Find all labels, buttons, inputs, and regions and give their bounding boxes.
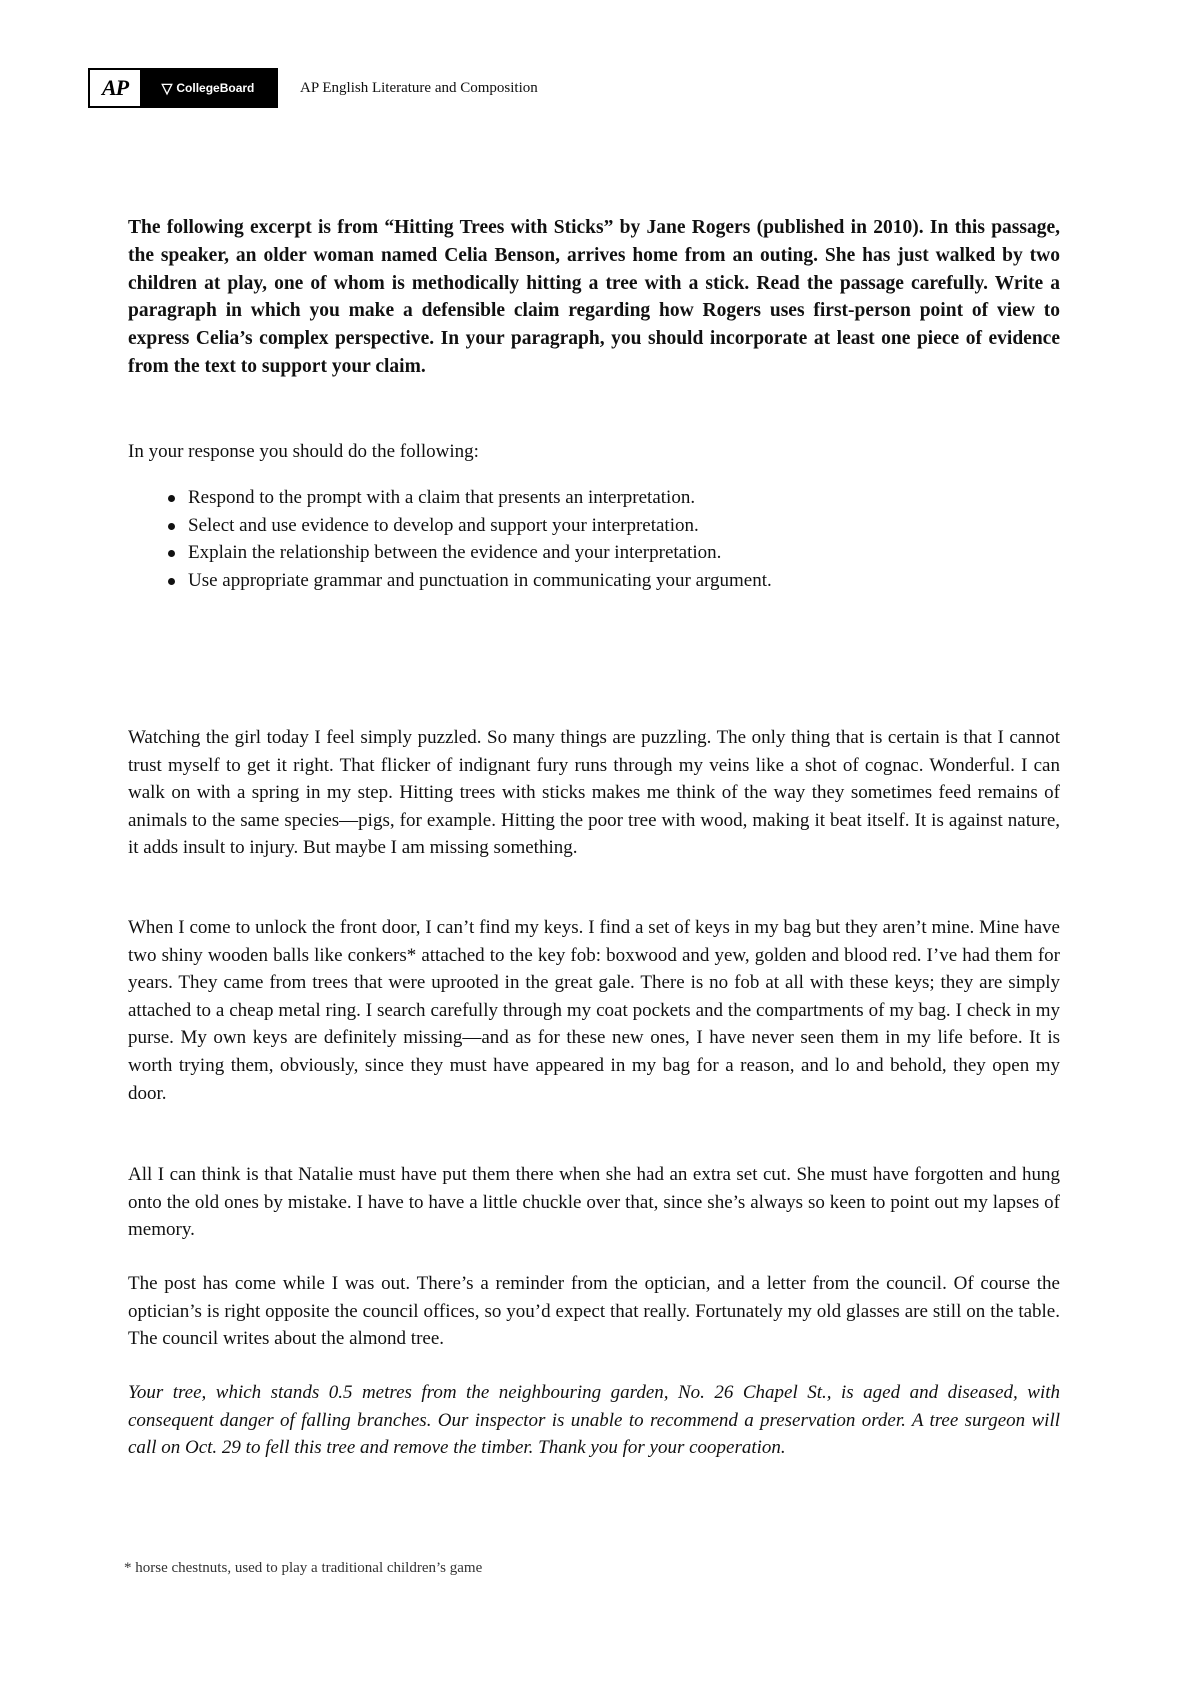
acorn-icon: ▽ (161, 79, 173, 96)
instructions-intro: In your response you should do the following: (128, 441, 479, 462)
passage-paragraph-2: When I come to unlock the front door, I can’t find my keys. I find a set of keys in my bag but they aren’t mine. Mine have two shiny wooden balls like conkers* attached to the key fob: boxwood and yew, golden and blood red. I’ve had them for years. They came from trees that were uprooted in the great gale. There is no fob at all with these keys; they are simply attached to a cheap metal ring. I search carefully through my coat pockets and the compartments of my bag. I check in my purse. My own keys are definitely missing—and as for these new ones, I have never seen them in my life before. It is worth trying them, obviously, since they must have appeared in my bag for a reason, and lo and behold, they open my door. (128, 917, 1060, 1104)
council-letter-quote: Your tree, which stands 0.5 metres from the neighbouring garden, No. 26 Chapel St., is aged and diseased, with consequent danger of falling branches. Our inspector is unable to recommend a preservation order. A tree surgeon will call on Oct. 29 to fell this tree and remove the timber. Thank you for your cooperation. (128, 1382, 1060, 1459)
passage-paragraph-1: Watching the girl today I feel simply puzzled. So many things are puzzling. The only thing that is certain is that I cannot trust myself to get it right. That flicker of indignant fury runs through my veins like a shot of cognac. Wonderful. I can walk on with a spring in my step. Hitting trees with sticks makes me think of the way they sometimes feed remains of animals to the same species—pigs, for example. Hitting the poor tree with wood, making it beat itself. It is against nature, it adds insult to injury. But maybe I am missing something. (128, 727, 1060, 859)
collegeboard-logo (140, 70, 276, 106)
passage-paragraph-3: All I can think is that Natalie must have put them there when she had an extra set cut. She must have forgotten and hung onto the old ones by mistake. I have to have a little chuckle over that, since she’s always so keen to point out my lapses of memory. (128, 1164, 1060, 1241)
instruction-item: Select and use evidence to develop and support your interpretation. (168, 512, 1068, 540)
instruction-item: Use appropriate grammar and punctuation in communicating your argument. (168, 567, 1068, 595)
passage-paragraph-4: The post has come while I was out. There’s a reminder from the optician, and a letter from the council. Of course the optician’s is right opposite the council offices, so you’d expect that really. Fortunately my old glasses are still on the table. The council writes about the almond tree. (128, 1273, 1060, 1350)
instruction-item: Respond to the prompt with a claim that presents an interpretation. (168, 484, 1068, 512)
ap-logo: AP (90, 70, 140, 106)
instruction-item: Explain the relationship between the evidence and your interpretation. (168, 539, 1068, 567)
footnote: * horse chestnuts, used to play a traditional children’s game (124, 1560, 483, 1576)
course-title: AP English Literature and Composition (300, 79, 538, 96)
instructions-list (168, 484, 1068, 594)
prompt-paragraph: The following excerpt is from “Hitting Trees with Sticks” by Jane Rogers (published in 2010). In this passage, the speaker, an older woman named Celia Benson, arrives home from an outing. She has just walked by two children at play, one of whom is methodically hitting a tree with a stick. Read the passage carefully. Write a paragraph in which you make a defensible claim regarding how Rogers uses first-person point of view to express Celia’s complex perspective. In your paragraph, you should incorporate at least one piece of evidence from the text to support your claim. (128, 217, 1060, 377)
collegeboard-logo-text: CollegeBoard (176, 81, 255, 95)
page-header (88, 68, 538, 108)
ap-collegeboard-logo (88, 68, 278, 108)
